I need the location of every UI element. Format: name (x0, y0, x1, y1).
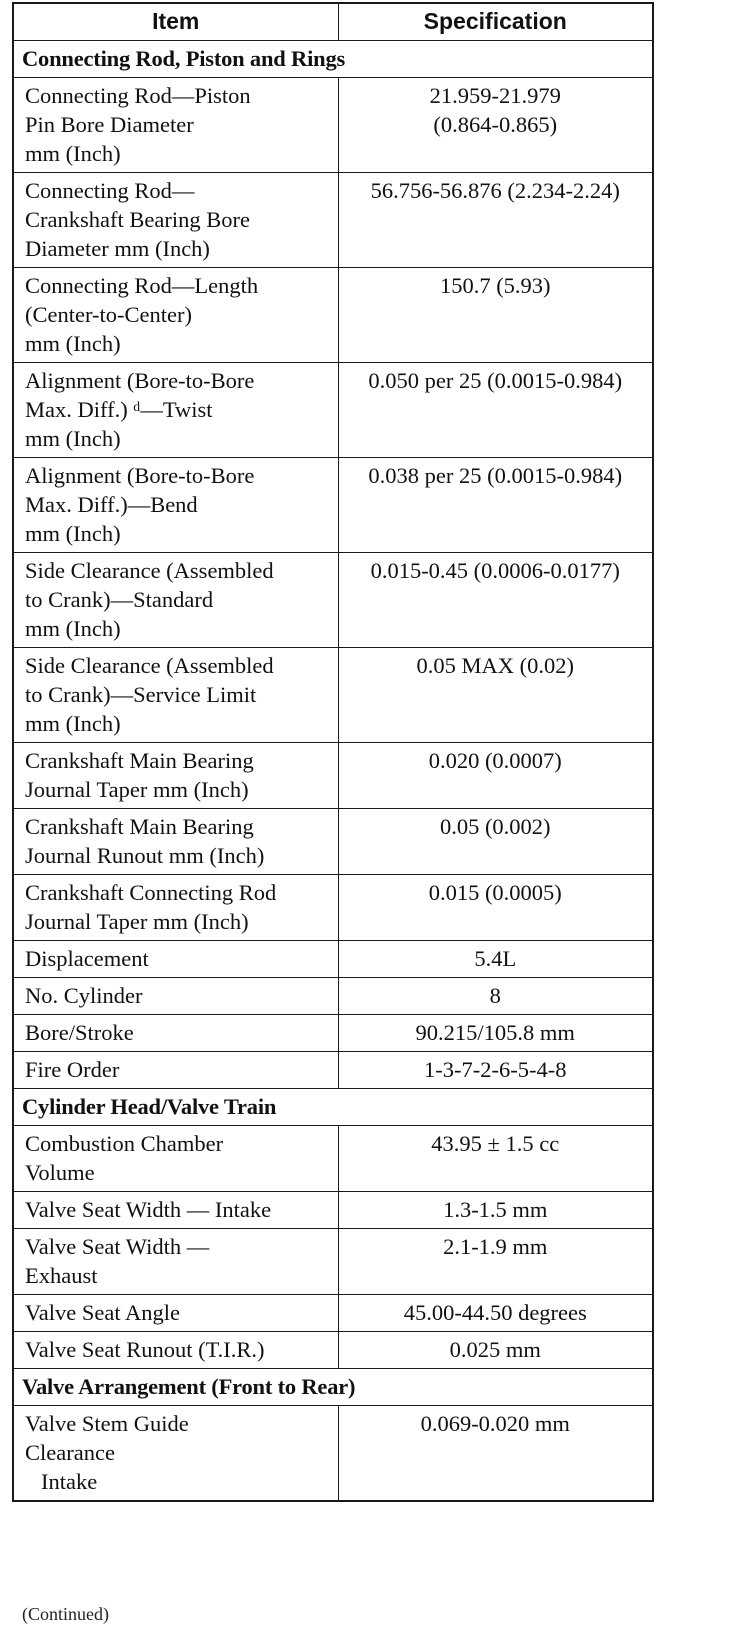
table-row (13, 363, 653, 458)
table-row (13, 1229, 653, 1295)
spec-cell: 0.025 mm (338, 1332, 653, 1369)
header-specification: Specification (338, 3, 653, 41)
item-line: mm (Inch) (25, 711, 121, 736)
spec-cell: 1-3-7-2-6-5-4-8 (338, 1052, 653, 1089)
item-line: Journal Taper mm (Inch) (25, 909, 249, 934)
table-header-row (13, 3, 653, 41)
item-line: Intake (41, 1469, 98, 1494)
item-cell (13, 173, 338, 268)
item-cell (13, 1406, 338, 1502)
item-cell: Bore/Stroke (13, 1015, 338, 1052)
table-row (13, 875, 653, 941)
spec-cell: 90.215/105.8 mm (338, 1015, 653, 1052)
continued-note: (Continued) (22, 1604, 109, 1624)
item-line: Crankshaft Connecting Rod (25, 880, 277, 905)
item-line: Exhaust (25, 1263, 98, 1288)
item-cell (13, 648, 338, 743)
item-cell: Valve Seat Width — Intake (13, 1192, 338, 1229)
spec-line: (0.864-0.865) (433, 112, 558, 137)
item-line: Side Clearance (Assembled (25, 558, 274, 583)
table-row (13, 1192, 653, 1229)
item-cell: Valve Seat Angle (13, 1295, 338, 1332)
table-row (13, 1052, 653, 1089)
item-cell: No. Cylinder (13, 978, 338, 1015)
item-line: Alignment (Bore-to-Bore (25, 463, 255, 488)
section-row (13, 41, 653, 78)
section-row (13, 1369, 653, 1406)
item-line: Clearance (25, 1440, 115, 1465)
item-line: (Center-to-Center) (25, 302, 192, 327)
item-cell (13, 809, 338, 875)
table-row (13, 173, 653, 268)
spec-cell: 5.4L (338, 941, 653, 978)
table-row (13, 1295, 653, 1332)
item-line: mm (Inch) (25, 331, 121, 356)
section-valve-arrangement: Valve Arrangement (Front to Rear) (13, 1369, 653, 1406)
item-cell (13, 1229, 338, 1295)
spec-cell: 0.038 per 25 (0.0015-0.984) (338, 458, 653, 553)
item-line: Volume (25, 1160, 95, 1185)
table-row (13, 809, 653, 875)
item-cell: Displacement (13, 941, 338, 978)
spec-line: 21.959-21.979 (429, 83, 561, 108)
item-line: Crankshaft Main Bearing (25, 814, 254, 839)
specification-table (12, 2, 654, 1502)
item-line: Valve Stem Guide (25, 1411, 189, 1436)
item-line: mm (Inch) (25, 616, 121, 641)
item-line: Side Clearance (Assembled (25, 653, 274, 678)
table-row (13, 648, 653, 743)
item-line: Journal Taper mm (Inch) (25, 777, 249, 802)
item-line: Connecting Rod—Length (25, 273, 259, 298)
item-line: Connecting Rod—Piston (25, 83, 251, 108)
item-line: Diameter mm (Inch) (25, 236, 210, 261)
item-line: Max. Diff.)—Bend (25, 492, 198, 517)
item-cell (13, 458, 338, 553)
header-item: Item (13, 3, 338, 41)
item-cell (13, 743, 338, 809)
item-line: to Crank)—Service Limit (25, 682, 257, 707)
item-line: Journal Runout mm (Inch) (25, 843, 265, 868)
item-line: Pin Bore Diameter (25, 112, 194, 137)
spec-cell: 1.3-1.5 mm (338, 1192, 653, 1229)
item-line: Combustion Chamber (25, 1131, 224, 1156)
section-cylinder-head: Cylinder Head/Valve Train (13, 1089, 653, 1126)
item-cell: Fire Order (13, 1052, 338, 1089)
spec-cell: 45.00-44.50 degrees (338, 1295, 653, 1332)
item-cell (13, 78, 338, 173)
spec-cell (338, 78, 653, 173)
item-line: mm (Inch) (25, 521, 121, 546)
section-connecting-rod: Connecting Rod, Piston and Rings (13, 41, 653, 78)
table-row (13, 941, 653, 978)
item-line: Crankshaft Bearing Bore (25, 207, 250, 232)
table-row (13, 458, 653, 553)
item-cell (13, 553, 338, 648)
spec-cell: 0.05 MAX (0.02) (338, 648, 653, 743)
item-cell (13, 363, 338, 458)
spec-cell: 8 (338, 978, 653, 1015)
spec-cell: 0.015 (0.0005) (338, 875, 653, 941)
table-row (13, 1332, 653, 1369)
spec-cell: 0.015-0.45 (0.0006-0.0177) (338, 553, 653, 648)
item-line: Valve Seat Width — (25, 1234, 210, 1259)
item-line: mm (Inch) (25, 426, 121, 451)
item-cell (13, 875, 338, 941)
item-line: Crankshaft Main Bearing (25, 748, 254, 773)
spec-cell: 56.756-56.876 (2.234-2.24) (338, 173, 653, 268)
table-row (13, 553, 653, 648)
table-row (13, 1406, 653, 1502)
table-row (13, 78, 653, 173)
item-line: mm (Inch) (25, 141, 121, 166)
spec-cell: 0.020 (0.0007) (338, 743, 653, 809)
section-row (13, 1089, 653, 1126)
spec-cell: 0.050 per 25 (0.0015-0.984) (338, 363, 653, 458)
item-cell (13, 268, 338, 363)
spec-cell: 0.069-0.020 mm (338, 1406, 653, 1502)
table-row (13, 1015, 653, 1052)
item-line: Max. Diff.) ᵈ—Twist (25, 397, 213, 422)
table-row (13, 743, 653, 809)
item-cell: Valve Seat Runout (T.I.R.) (13, 1332, 338, 1369)
spec-cell: 0.05 (0.002) (338, 809, 653, 875)
item-line: Connecting Rod— (25, 178, 195, 203)
spec-cell: 2.1-1.9 mm (338, 1229, 653, 1295)
table-row (13, 978, 653, 1015)
item-line: Alignment (Bore-to-Bore (25, 368, 255, 393)
table-row (13, 268, 653, 363)
table-row (13, 1126, 653, 1192)
spec-cell: 43.95 ± 1.5 cc (338, 1126, 653, 1192)
item-cell (13, 1126, 338, 1192)
item-line: to Crank)—Standard (25, 587, 214, 612)
spec-cell: 150.7 (5.93) (338, 268, 653, 363)
